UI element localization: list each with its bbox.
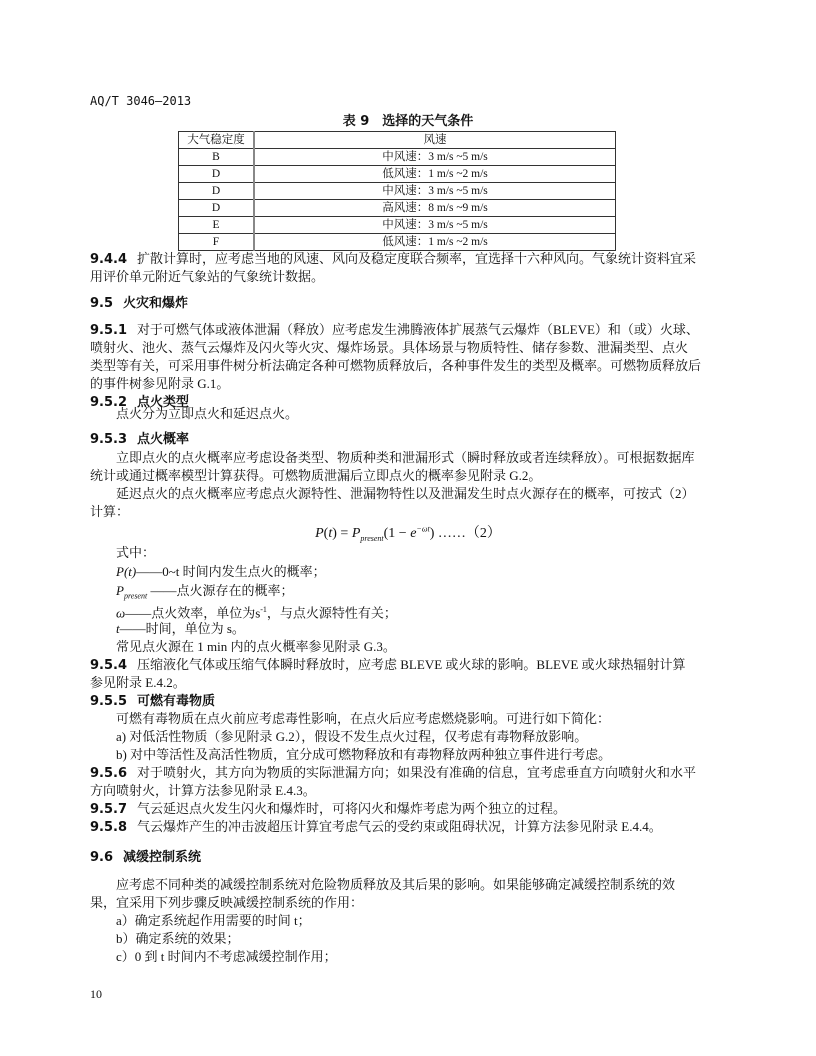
where-label: 式中： [116,545,156,560]
header-cell: 风速 [254,132,616,149]
text-line: 对于可燃气体或液体泄漏（释放）应考虑发生沸腾液体扩展蒸气云爆炸（BLEVE）和（或）火球、 [137,322,699,337]
clause-9-5-1 [90,321,699,340]
formula-part: t [328,526,333,541]
formula-part: ) [429,526,435,541]
exponent: -1 [260,605,267,614]
formula-part: P [351,526,361,541]
clause-number: 9.5.3 [90,432,128,447]
clause-number: 9.4.4 [90,252,128,267]
text-line: 方向喷射火，计算方法参见附录 E.4.3。 [90,783,316,798]
definition: ——0~t 时间内发生点火的概率； [136,564,326,579]
clause-number: 9.5.2 [90,395,128,410]
table-row [179,217,616,234]
clause-9-5-5 [90,692,215,711]
cell: 低风速：1 m/s ~2 m/s [254,234,616,251]
section-9-5-heading [90,294,188,313]
page-number: 10 [90,987,102,1001]
text-line: 可燃有毒物质在点火前应考虑毒性影响，在点火后应考虑燃烧影响。可进行如下简化： [116,711,611,726]
text-line: 点火分为立即点火和延迟点火。 [116,406,299,421]
where-item [116,563,326,581]
table-row [179,234,616,251]
clause-number: 9.5.8 [90,820,128,835]
list-item: a) 对低活性物质（参见附录 G.2），假设不发生点火过程，仅考虑有毒物释放影响。 [116,729,588,744]
table-title: 表 9 选择的天气条件 [342,114,474,129]
list-item: b）确定系统的效果； [116,931,240,946]
clause-number: 9.5 [90,296,114,311]
formula-part: e [410,526,417,541]
cell: 中风速：3 m/s ~5 m/s [254,183,616,200]
header-cell: 大气稳定度 [179,132,255,149]
list-item: c）0 到 t 时间内不考虑减缓控制作用； [116,949,337,964]
text-line: 气云延迟点火发生闪火和爆炸时，可将闪火和爆炸考虑为两个独立的过程。 [137,801,567,816]
definition: ——点火源存在的概率； [150,583,294,598]
heading-text: 点火类型 [137,395,190,410]
heading-text: 可燃有毒物质 [137,694,216,709]
clause-number: 9.5.6 [90,766,128,781]
symbol: t [116,621,120,636]
list-item: b) 对中等活性及高活性物质，宜分成可燃物释放和有毒物释放两种独立事件进行考虑。 [116,747,612,762]
clause-9-5-6 [90,764,696,783]
table-row [179,166,616,183]
definition: ，与点火源特性有关； [266,605,397,621]
cell: 高风速：8 m/s ~9 m/s [254,200,616,217]
text-line: 压缩液化气体或压缩气体瞬时释放时，应考虑 BLEVE 或火球的影响。BLEVE 或火球热辐射计算 [137,657,686,672]
text-line: 统计或通过概率模型计算获得。可燃物质泄漏后立即点火的概率参见附录 G.2。 [90,468,542,483]
cell: 低风速：1 m/s ~2 m/s [254,166,616,183]
cell: F [179,234,255,251]
text-line: 气云爆炸产生的冲击波超压计算宜考虑气云的受约束或阻碍状况，计算方法参见附录 E.4.4。 [137,819,662,834]
clause-9-5-8 [90,818,662,837]
symbol: P(t) [116,564,137,579]
formula-part: −ωt [416,524,430,534]
heading-text: 点火概率 [137,432,190,447]
formula-part: P [315,526,324,541]
cell: E [179,217,255,234]
cell: D [179,166,255,183]
text-line: 对于喷射火，其方向为物质的实际泄漏方向；如果没有准确的信息，宜考虑垂直方向喷射火和水平 [137,765,697,780]
text-line: 喷射火、池火、蒸气云爆炸及闪火等火灾、爆炸场景。具体场景与物质特性、储存参数、泄漏类型、点火 [90,340,689,355]
text-line: 类型等有关，可采用事件树分析法确定各种可燃物质释放后，各种事件发生的类型及概率。可燃物质释放后 [90,358,702,373]
text-line: 的事件树参见附录 G.1。 [90,376,230,391]
where-item [116,620,245,638]
definition: ——时间，单位为 s。 [119,621,245,636]
heading-text: 减缓控制系统 [123,850,202,865]
cell: 中风速：3 m/s ~5 m/s [254,149,616,166]
text-line: 计算： [90,504,130,519]
text-line: 应考虑不同种类的减缓控制系统对危险物质释放及其后果的影响。如果能够确定减缓控制系统的效 [116,877,676,892]
table-row [179,183,616,200]
text-line: 立即点火的点火概率应考虑设备类型、物质种类和泄漏形式（瞬时释放或者连续释放）。可根据数据库 [116,450,695,465]
cell: D [179,200,255,217]
clause-number: 9.6 [90,850,114,865]
heading-text: 火灾和爆炸 [123,296,189,311]
weather-table [178,131,616,251]
text-line: 延迟点火的点火概率应考虑点火源特性、泄漏物特性以及泄漏发生时点火源存在的概率，可按式（2） [116,486,695,501]
text-line: 参见附录 E.4.2。 [90,675,186,690]
formula-2: $P(t) = P_{present}(1 - e^{-\omega t})$ ……（2） [315,524,501,543]
clause-9-4-4 [90,250,696,269]
symbol: ω [116,605,126,621]
formula-part: = [336,526,352,541]
definition: ——点火效率，单位为s [125,605,261,621]
table-row [179,149,616,166]
cell: B [179,149,255,166]
cell: 中风速：3 m/s ~5 m/s [254,217,616,234]
section-9-6-heading [90,848,201,867]
formula-part: present [360,533,384,543]
standard-number: AQ/T 3046—2013 [90,94,192,108]
clause-number: 9.5.7 [90,802,128,817]
equation-number: ……（2） [434,526,501,541]
clause-number: 9.5.5 [90,694,128,709]
clause-number: 9.5.1 [90,323,128,338]
table-header-row [179,132,616,149]
symbol-subscript: present [123,591,148,601]
clause-9-5-7 [90,800,566,819]
text-line: 扩散计算时，应考虑当地的风速、风向及稳定度联合频率，宜选择十六种风向。气象统计资料宜采 [137,251,697,266]
text-line: 果，宜采用下列步骤反映减缓控制系统的作用： [90,895,364,910]
clause-number: 9.5.4 [90,658,128,673]
cell: D [179,183,255,200]
text-line: 常见点火源在 1 min 内的点火概率参见附录 G.3。 [116,639,396,654]
clause-9-5-3 [90,430,189,449]
list-item: a）确定系统起作用需要的时间 t； [116,913,311,928]
symbol: P [116,583,124,598]
text-line: 用评价单元附近气象站的气象统计数据。 [90,269,325,284]
table-row [179,200,616,217]
clause-9-5-4 [90,656,686,675]
formula-part: (1 − [383,526,411,541]
